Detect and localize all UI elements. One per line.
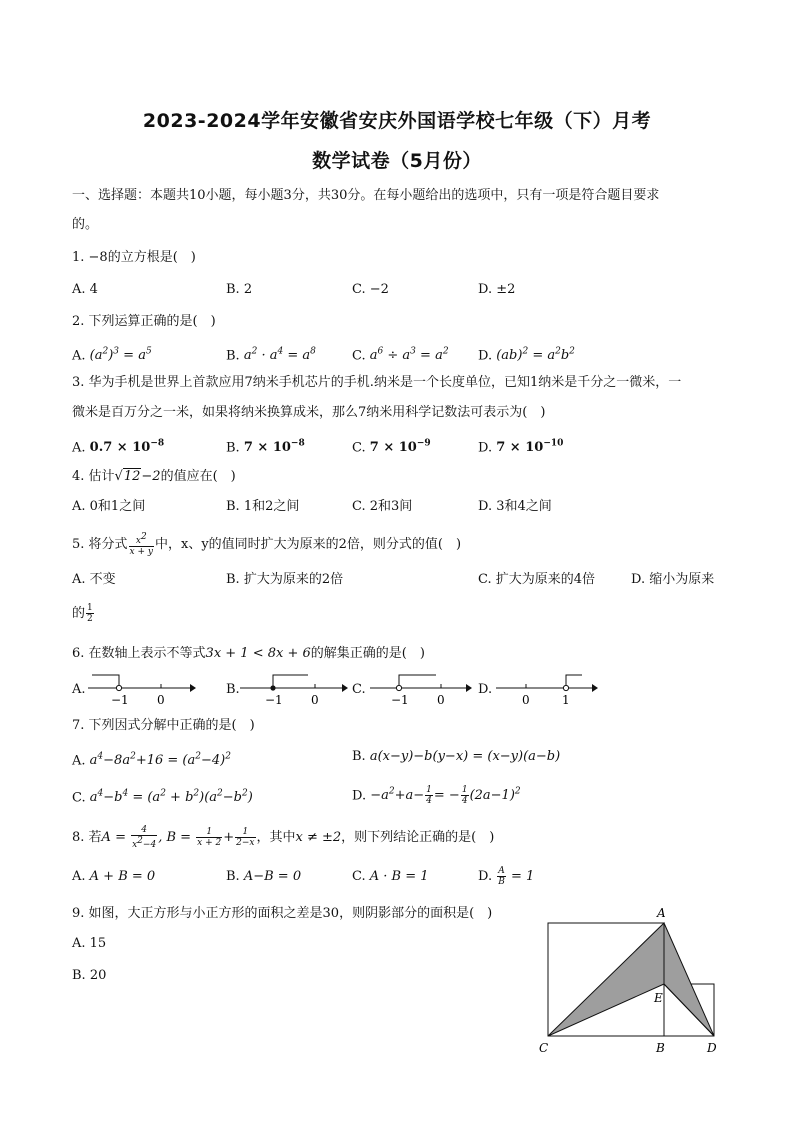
q2-stem: 2. 下列运算正确的是( ) [72, 314, 216, 329]
q3-option-a[interactable]: A. $0.7 \times 10^{-8}$ [72, 439, 165, 456]
q2-option-a[interactable]: A. $(a^2)^3 = a^5$ [72, 347, 152, 364]
q5-option-a[interactable]: A. 不变 [72, 572, 116, 587]
shaded-triangle-right [664, 923, 714, 1036]
point-label-d: D [707, 1041, 717, 1055]
q1-option-d[interactable]: D. ±2 [478, 282, 516, 297]
q7-stem: 7. 下列因式分解中正确的是( ) [72, 718, 255, 733]
q7-option-c[interactable]: C. $a^4-b^4 = (a^2 + b^2)(a^2-b^2)$ [72, 789, 253, 806]
q4-stem: 4. 估计√12−2的值应在( ) [72, 469, 236, 484]
q1-option-b[interactable]: B. 2 [226, 282, 253, 297]
q3-option-c[interactable]: C. $7 \times 10^{-9}$ [352, 439, 431, 456]
tick-label: 0 [522, 693, 530, 707]
q5-option-b[interactable]: B. 扩大为原来的2倍 [226, 572, 344, 587]
tick-label: 0 [311, 693, 319, 707]
q6-option-d-numberline[interactable] [494, 672, 604, 708]
q6-option-b-numberline[interactable] [238, 672, 348, 708]
q4-option-d[interactable]: D. 3和4之间 [478, 499, 552, 514]
tick-label: −1 [111, 693, 129, 707]
q6-option-a-label[interactable]: A. [72, 682, 86, 697]
point-label-c: C [539, 1041, 549, 1055]
q7-option-d[interactable]: D. $-a^2+a-$ $\frac{1}{4}$ = − $\frac{1}{4}$ $(2a-1)^2$ [352, 785, 521, 807]
shaded-triangle-left [548, 923, 664, 1036]
q3-stem-line1: 3. 华为手机是世界上首款应用7纳米手机芯片的手机.纳米是一个长度单位，已知1纳米是千分之一微米，一 [72, 375, 682, 390]
point-label-a: A [657, 906, 666, 920]
point-label-b: B [656, 1041, 665, 1055]
q6-option-b-label[interactable]: B. [226, 682, 240, 697]
q8-option-a[interactable]: A. A + B = 0 [72, 869, 156, 884]
exam-title-line1: 2023-2024学年安徽省安庆外国语学校七年级（下）月考 [142, 110, 652, 132]
q1-option-c[interactable]: C. −2 [352, 282, 389, 297]
q7-option-b[interactable]: B. a(x−y)−b(y−x) = (x−y)(a−b) [352, 749, 561, 764]
q5-option-d[interactable]: D. 缩小为原来 [631, 572, 715, 587]
tick-label: 1 [562, 693, 570, 707]
q1-option-a[interactable]: A. 4 [72, 282, 98, 297]
q6-option-a-numberline[interactable] [86, 672, 196, 708]
q5-option-c[interactable]: C. 扩大为原来的4倍 [478, 572, 596, 587]
section-instruction-cont: 的。 [72, 217, 99, 232]
q6-option-c-label[interactable]: C. [352, 682, 366, 697]
q8-option-d[interactable]: D. $\frac{A}{B}$ = 1 [478, 866, 535, 887]
q7-option-a[interactable]: A. $a^4-8a^2+16 = (a^2-4)^2$ [72, 752, 231, 769]
q2-option-d[interactable]: D. $(ab)^2 = a^2b^2$ [478, 347, 575, 364]
q9-stem: 9. 如图，大正方形与小正方形的面积之差是30，则阴影部分的面积是( ) [72, 906, 493, 921]
q4-option-b[interactable]: B. 1和2之间 [226, 499, 300, 514]
q3-option-d[interactable]: D. $7 \times 10^{-10}$ [478, 439, 564, 456]
q4-option-a[interactable]: A. 0和1之间 [72, 499, 146, 514]
tick-label: 0 [157, 693, 165, 707]
q6-option-c-numberline[interactable] [368, 672, 478, 708]
q6-stem: 6. 在数轴上表示不等式3x + 1 < 8x + 6的解集正确的是( ) [72, 646, 425, 661]
q2-option-c[interactable]: C. $a^6 \div a^3 = a^2$ [352, 347, 449, 364]
q5-stem: 5. 将分式 $\frac{x^2}{x + y}$ 中，x、y的值同时扩大为原来的2倍，则分式的值( ) [72, 532, 462, 557]
tick-label: −1 [265, 693, 283, 707]
q2-option-b[interactable]: B. $a^2 \cdot a^4 = a^8$ [226, 347, 316, 364]
q9-option-a[interactable]: A. 15 [72, 936, 107, 951]
q4-option-c[interactable]: C. 2和3间 [352, 499, 413, 514]
q8-stem: 8. 若A = $\frac{4}{x^2-4}$ , B = $\frac{1}{x + 2}$ + $\frac{1}{2-x}$ ，其中x ≠ ±2，则下列结论正确的是( ) [72, 825, 495, 850]
q6-option-d-label[interactable]: D. [478, 682, 493, 697]
q3-stem-line2: 微米是百万分之一米，如果将纳米换算成米，那么7纳米用科学记数法可表示为( ) [72, 405, 546, 420]
tick-label: 0 [437, 693, 445, 707]
q8-option-c[interactable]: C. A · B = 1 [352, 869, 429, 884]
q5-option-d-cont: 的 $\frac{1}{2}$ [72, 603, 93, 624]
tick-label: −1 [391, 693, 409, 707]
q1-stem: 1. −8的立方根是( ) [72, 250, 196, 265]
q3-option-b[interactable]: B. $7 \times 10^{-8}$ [226, 439, 305, 456]
q8-option-b[interactable]: B. A−B = 0 [226, 869, 302, 884]
q9-squares-figure [536, 902, 726, 1062]
exam-title-line2: 数学试卷（5月份） [312, 150, 482, 172]
section-instruction: 一、选择题：本题共10小题，每小题3分，共30分。在每小题给出的选项中，只有一项是符合题目要求 [72, 188, 660, 203]
point-label-e: E [654, 991, 663, 1005]
q9-option-b[interactable]: B. 20 [72, 968, 107, 983]
